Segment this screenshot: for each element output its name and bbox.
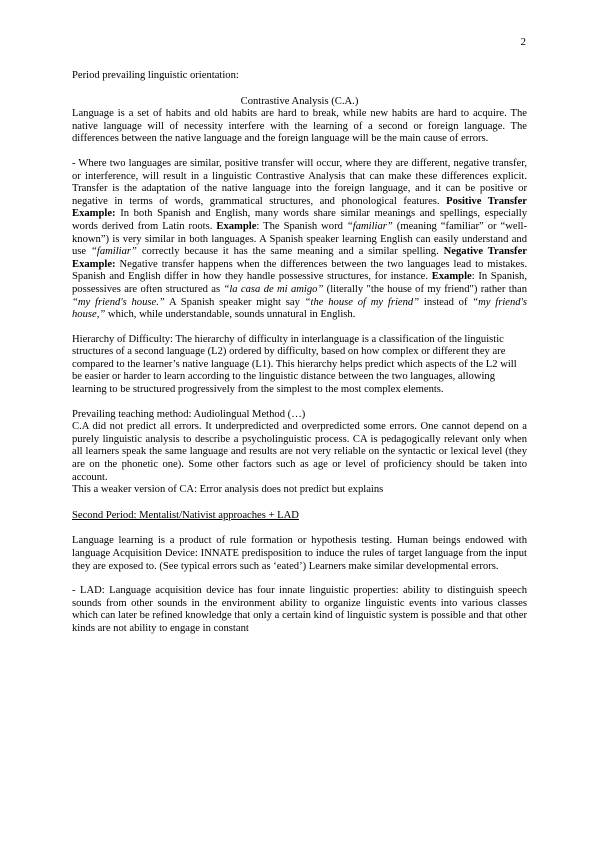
hierarchy-paragraph: Hierarchy of Difficulty: The hierarchy of difficulty in interlanguage is a classification of the linguistic structures of a second language (L2) ordered by difficulty, based on how complex or different they are compared to the learner’s native language (L1). This hierarchy helps predict which aspects of the L2 will be easier or harder to learn according to the linguistic distance between the two languages, allowing learning to be structured progressively from the simplest to the most complex elements. [72, 333, 517, 396]
example-term: “my friend's house,” [72, 296, 527, 321]
transfer-text: (literally "the house of my friend") rather than [323, 283, 527, 295]
transfer-text: which, while understandable, sounds unnatural in English. [105, 309, 356, 321]
period-heading: Period prevailing linguistic orientation: [72, 70, 239, 81]
example-term: “my friend's house.” [72, 296, 165, 308]
teaching-method-heading: Prevailing teaching method: Audiolingual Method (…) [72, 408, 306, 420]
page-content [72, 70, 527, 636]
example-term: “familiar” [346, 220, 393, 232]
transfer-text: : In Spanish, possessives are often structured as [72, 271, 528, 295]
transfer-paragraph [72, 158, 527, 322]
transfer-text: correctly because it has the same meaning and a similar spelling. [136, 246, 444, 258]
transfer-text: - Where two languages are similar, positive transfer will occur, where they are different, negative transfer, or interference, will result in a linguistic Contrastive Analysis that can make these differences explicit. Transfer is the adaptation of the native language into the foreign language, and it can be positive or negative in terms of words, grammatical structures, and phonological features. [72, 157, 527, 207]
transfer-text: In both Spanish and English, many words share similar meanings and spellings, especially words derived from Latin roots. [72, 208, 527, 232]
example-term: “the house of my friend” [304, 296, 420, 308]
transfer-text: (meaning “familiar” or “well-known”) is very similar in both languages. A Spanish speaker learning English can easily understand and use [72, 220, 527, 258]
transfer-text: A Spanish speaker might say [164, 296, 305, 308]
example-label: Example [216, 220, 257, 232]
transfer-text: : The Spanish word [256, 220, 347, 232]
transfer-text: Negative transfer happens when the differences between the two languages lead to mistakes. Spanish and English differ in how they handle possessive structures, for instance. [72, 258, 527, 283]
second-period-heading: Second Period: Mentalist/Nativist approaches + LAD [72, 509, 299, 521]
positive-transfer-label: Positive Transfer Example: [72, 195, 527, 220]
example-term: “la casa de mi amigo” [223, 283, 324, 295]
negative-transfer-label: Negative Transfer Example: [72, 246, 527, 270]
transfer-text: instead of [419, 296, 473, 308]
page-number: 2 [520, 36, 526, 48]
weaker-version-line: This a weaker version of CA: Error analysis does not predict but explains [72, 484, 384, 496]
lad-paragraph: - LAD: Language acquisition device has four innate linguistic properties: ability to distinguish speech sounds from other sounds in the environment ability to organize linguistic events into various classes which can later be refined knowledge that only a certain kind of linguistic system is possible and that other kinds are not ability to engage in constant [72, 585, 527, 634]
ca-intro-paragraph: Language is a set of habits and old habits are hard to break, while new habits are hard to acquire. The native language will of necessity interfere with the learning of a second or foreign language. The differences between the native language and the foreign language will be the main cause of errors. [72, 108, 527, 145]
example-label: Example [431, 271, 472, 283]
ca-criticism-paragraph: C.A did not predict all errors. It underpredicted and overpredicted some errors. One cannot depend on a purely linguistic analysis to describe a psycholinguistic process. CA is pedagogically relevant only when all learners speak the same language and results are not very reliable on the syntactic or lexical level (they are on the phonetic one). Some other factors such as age or level of proficiency should be taken into account. [72, 421, 527, 483]
ca-title: Contrastive Analysis (C.A.) [240, 95, 359, 107]
example-term: “familiar” [91, 246, 137, 258]
language-learning-paragraph: Language learning is a product of rule formation or hypothesis testing. Human beings endowed with language Acquisition Device: INNATE predisposition to induce the rules of target language from the input they are exposed to. (See typical errors such as ‘eated’) Learners make similar developmental errors. [72, 535, 527, 572]
